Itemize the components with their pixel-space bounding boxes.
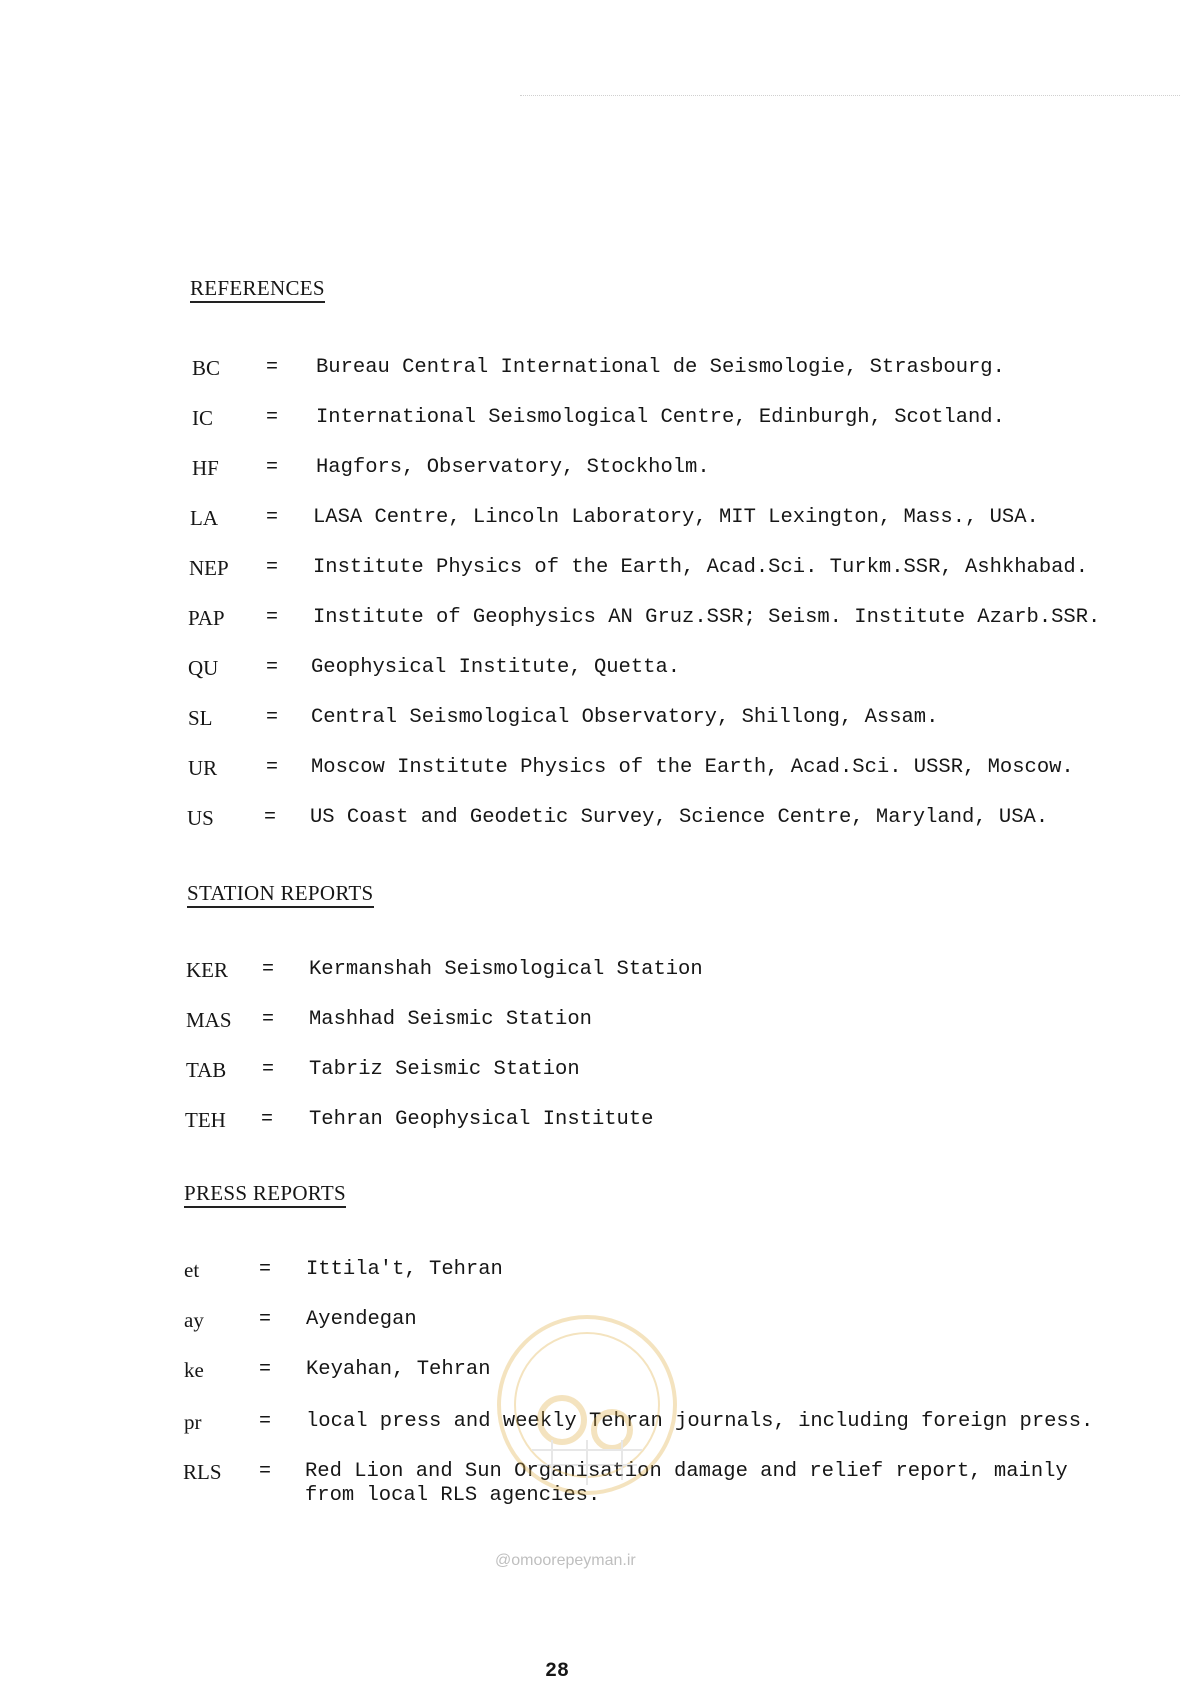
references-heading: REFERENCES xyxy=(190,277,325,303)
equals-sign: = xyxy=(266,756,279,779)
scan-artifact-line xyxy=(520,95,1180,96)
station-code: MAS xyxy=(186,1008,232,1032)
equals-sign: = xyxy=(262,1058,275,1081)
reference-description: US Coast and Geodetic Survey, Science Centre, Maryland, USA. xyxy=(310,806,1049,829)
station-code: TAB xyxy=(186,1058,227,1082)
equals-sign: = xyxy=(266,706,279,729)
equals-sign: = xyxy=(266,356,279,379)
equals-sign: = xyxy=(262,958,275,981)
equals-sign: = xyxy=(266,556,279,579)
press-reports-heading: PRESS REPORTS xyxy=(184,1182,346,1208)
watermark-text: @omoorepeyman.ir xyxy=(495,1552,636,1569)
equals-sign: = xyxy=(266,606,279,629)
press-code: RLS xyxy=(183,1460,222,1484)
equals-sign: = xyxy=(259,1358,272,1381)
reference-code: SL xyxy=(188,706,213,730)
reference-description: LASA Centre, Lincoln Laboratory, MIT Lexington, Mass., USA. xyxy=(313,506,1039,529)
reference-description: Institute Physics of the Earth, Acad.Sci. Turkm.SSR, Ashkhabad. xyxy=(313,556,1089,579)
press-code: ay xyxy=(184,1308,204,1332)
reference-code: US xyxy=(187,806,214,830)
equals-sign: = xyxy=(259,1258,272,1281)
reference-description: Geophysical Institute, Quetta. xyxy=(311,656,681,679)
reference-code: PAP xyxy=(188,606,225,630)
reference-description: Bureau Central International de Seismologie, Strasbourg. xyxy=(316,356,1005,379)
reference-description: Moscow Institute Physics of the Earth, Acad.Sci. USSR, Moscow. xyxy=(311,756,1074,779)
press-description: Ittila't, Tehran xyxy=(306,1258,503,1281)
reference-description: Hagfors, Observatory, Stockholm. xyxy=(316,456,710,479)
reference-description: International Seismological Centre, Edinburgh, Scotland. xyxy=(316,406,1005,429)
reference-description: Central Seismological Observatory, Shillong, Assam. xyxy=(311,706,939,729)
press-description: local press and weekly Tehran journals, including foreign press. xyxy=(306,1410,1094,1433)
equals-sign: = xyxy=(266,656,279,679)
press-description: Red Lion and Sun Organisation damage and relief report, mainly from local RLS agencies. xyxy=(305,1460,1068,1507)
press-code: ke xyxy=(184,1358,204,1382)
equals-sign: = xyxy=(259,1460,272,1483)
reference-code: UR xyxy=(188,756,218,780)
reference-code: IC xyxy=(192,406,213,430)
equals-sign: = xyxy=(266,506,279,529)
station-description: Tehran Geophysical Institute xyxy=(309,1108,654,1131)
station-code: TEH xyxy=(185,1108,226,1132)
equals-sign: = xyxy=(262,1008,275,1031)
reference-code: LA xyxy=(190,506,218,530)
station-code: KER xyxy=(186,958,228,982)
equals-sign: = xyxy=(266,456,279,479)
reference-description: Institute of Geophysics AN Gruz.SSR; Seism. Institute Azarb.SSR. xyxy=(313,606,1101,629)
station-description: Tabriz Seismic Station xyxy=(309,1058,580,1081)
equals-sign: = xyxy=(259,1410,272,1433)
press-description: Ayendegan xyxy=(306,1308,417,1331)
press-code: pr xyxy=(184,1410,202,1434)
reference-code: HF xyxy=(192,456,219,480)
reference-code: NEP xyxy=(189,556,229,580)
equals-sign: = xyxy=(266,406,279,429)
press-code: et xyxy=(184,1258,200,1282)
equals-sign: = xyxy=(264,806,277,829)
station-reports-heading: STATION REPORTS xyxy=(187,882,374,908)
reference-code: BC xyxy=(192,356,221,380)
page-number: 28 xyxy=(545,1660,570,1683)
station-description: Mashhad Seismic Station xyxy=(309,1008,592,1031)
station-description: Kermanshah Seismological Station xyxy=(309,958,703,981)
reference-code: QU xyxy=(188,656,219,680)
press-description: Keyahan, Tehran xyxy=(306,1358,491,1381)
equals-sign: = xyxy=(261,1108,274,1131)
equals-sign: = xyxy=(259,1308,272,1331)
